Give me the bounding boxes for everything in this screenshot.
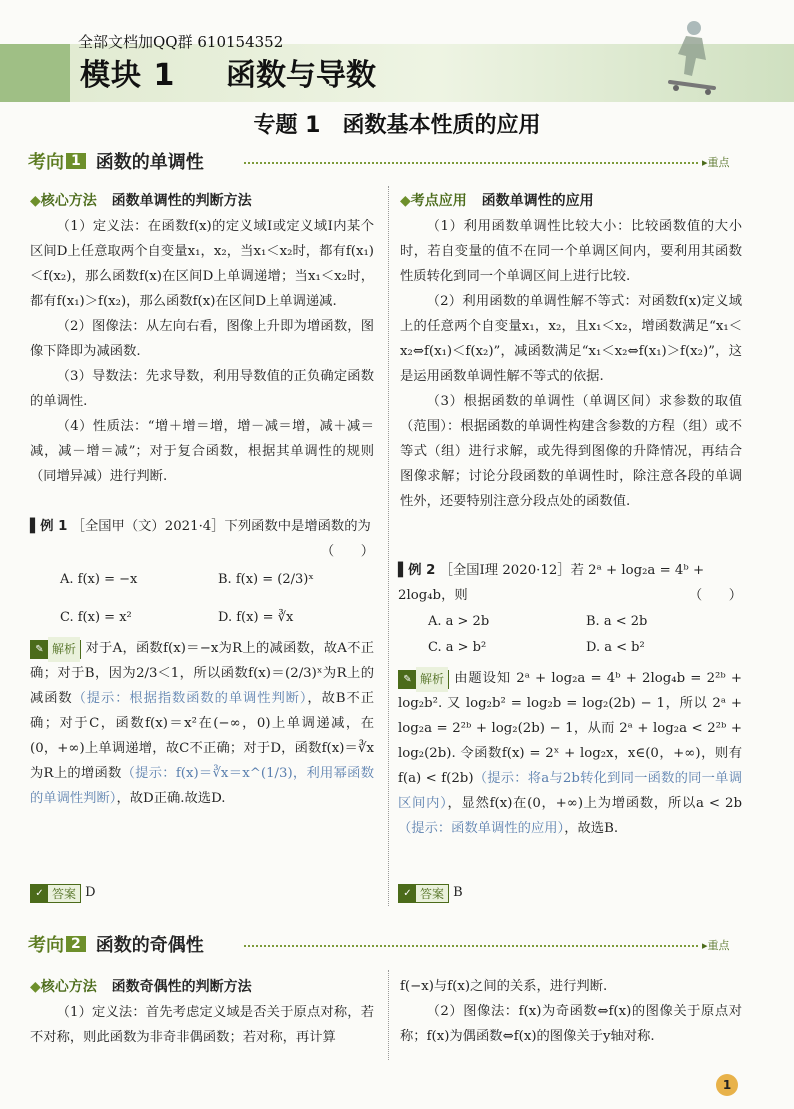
section-kx-label: 考向 <box>28 935 64 956</box>
method2-tag: 核心方法 <box>40 979 97 995</box>
method2-title: 函数奇偶性的判断方法 <box>111 979 252 995</box>
option-b: B. a < 2b <box>586 614 648 629</box>
banner-accent <box>0 44 70 102</box>
solution-text-b: ，显然f(x)在(0，+∞)上为增函数，所以a < 2b <box>447 796 742 811</box>
method-p2: （2）图像法：从左向右看，图像上升即为增函数，图像下降即为减函数. <box>30 319 374 359</box>
pencil-icon: ✎ <box>399 671 416 688</box>
watermark-text: 全部文档加QQ群 610154352 <box>78 33 284 51</box>
example-1 <box>30 514 374 564</box>
module-title: 函数与导数 <box>226 58 376 93</box>
method2-continued <box>400 974 742 1049</box>
answer-badge: ✓ 答案 <box>30 884 81 903</box>
answer-2 <box>398 884 463 903</box>
section-dotted-rule <box>244 162 698 164</box>
solution-hint-2: （提示：函数单调性的应用） <box>398 821 565 836</box>
solution-text-c: ，故选B. <box>564 821 619 836</box>
method-body <box>30 214 374 489</box>
method2-body <box>30 1000 374 1050</box>
example-question: ［全国Ⅰ理 2020·12］若 2ᵃ + log₂a = 4ᵇ + 2log₄b，则 <box>398 563 705 603</box>
solution-text-a: 由题设知 2ᵃ + log₂a = 4ᵇ + 2log₄b = 2²ᵇ + log₂b². 又 log₂b² = log₂b = log₂(2b) − 1，所以 2ᵃ + log₂a = 2²ᵇ + log₂(2b) − 1，从而 2ᵃ + log₂a < 2²ᵇ + log₂(2b). 令函数f(x) = 2ˣ + log₂x，x∈(0，+∞)，则有f(a) < f(2b) <box>398 671 742 786</box>
solution-text-a: 对于A，函数f(x)＝−x为R上的减函数，故A不正确；对于B，因为2/3＜1，所以函数f(x)＝(2/3)ˣ为R上的减函数 <box>30 641 374 706</box>
application-body <box>400 214 742 514</box>
column-divider <box>388 970 389 1060</box>
section-number: 2 <box>66 936 86 952</box>
application-p2: （2）利用函数的单调性解不等式：对函数f(x)定义域上的任意两个自变量x₁，x₂，且x₁＜x₂，增函数满足“x₁＜x₂⇔f(x₁)＜f(x₂)”，减函数满足“x₁＜x₂⇔f(x₁)＞f(x₂)”，这是运用函数单调性解不等式的依据. <box>400 294 742 384</box>
method2-p1: （1）定义法：首先考虑定义域是否关于原点对称，若不对称，则此函数为非奇非偶函数；若对称，再计算 <box>30 1005 374 1045</box>
page-number: 1 <box>716 1074 738 1096</box>
method-p3: （3）导数法：先求导数，利用导数值的正负确定函数的单调性. <box>30 369 374 409</box>
application-p3: （3）根据函数的单调性（单调区间）求参数的取值（范围）：根据函数的单调性构建含参数的方程（组）或不等式（组）进行求解，或先得到图像的升降情况，再结合图像求解；讨论分段函数的单调性时，除注意各段的单调性外，还要特别注意分段点处的函数值. <box>400 394 742 509</box>
section-kx-label: 考向 <box>28 152 64 173</box>
method-p4: （4）性质法：“增＋增＝增，增－减＝增，减＋减＝减，减－增＝减”；对于复合函数，根据其单调性的规则（同增异减）进行判断. <box>30 419 374 484</box>
important-label: 重点 <box>707 156 730 169</box>
solution-1 <box>30 636 374 811</box>
application-p1: （1）利用函数单调性比较大小：比较函数值的大小时，若自变量的值不在同一个单调区间内，要利用其函数性质转化到同一个单调区间上进行比较. <box>400 219 742 284</box>
method-title: 函数单调性的判断方法 <box>111 193 252 209</box>
example-label: ▌例 1 <box>30 519 68 534</box>
solution-hint-1: （提示：根据指数函数的单调性判断） <box>72 691 308 706</box>
application-title: 函数单调性的应用 <box>481 193 594 209</box>
option-d: D. a < b² <box>586 640 645 655</box>
skateboarder-illustration-icon <box>656 16 726 96</box>
option-a: A. a > 2b <box>428 614 490 629</box>
check-icon: ✓ <box>31 885 48 902</box>
answer-1 <box>30 884 96 903</box>
method-p1: （1）定义法：在函数f(x)的定义域I或定义域I内某个区间D上任意取两个自变量x₁，x₂，当x₁＜x₂时，都有f(x₁)＜f(x₂)，那么函数f(x)在区间D上单调递增；当x₁＜x₂时，都有f(x₁)＞f(x₂)，那么函数f(x)在区间D上单调递减. <box>30 219 374 309</box>
method2-continued-text: f(−x)与f(x)之间的关系，进行判断. <box>400 979 608 994</box>
section-heading-parity <box>28 930 204 958</box>
solution-hint-2: （提示：f(x)＝∛x＝x^(1/3)，利用幂函数的单调性判断） <box>30 766 375 806</box>
example-answer-blank: （ ） <box>320 544 374 559</box>
solution-badge: ✎ 解析 <box>30 640 81 659</box>
method2-heading <box>30 976 252 996</box>
topic-title: 专题 1 函数基本性质的应用 <box>253 113 541 138</box>
application-tag: 考点应用 <box>410 193 467 209</box>
solution-2 <box>398 666 742 841</box>
check-icon: ✓ <box>399 885 416 902</box>
example-2 <box>398 558 742 608</box>
answer-badge: ✓ 答案 <box>398 884 449 903</box>
section-dotted-rule <box>244 945 698 947</box>
answer-value: B <box>453 885 463 900</box>
solution-text-c: ，故D正确.故选D. <box>116 791 226 806</box>
example-label: ▌例 2 <box>398 563 436 578</box>
solution-badge: ✎ 解析 <box>398 670 449 689</box>
diamond-icon: ◆ <box>400 193 411 209</box>
answer-value: D <box>85 885 96 900</box>
application-heading <box>400 190 594 210</box>
diamond-icon: ◆ <box>30 979 41 995</box>
option-b: B. f(x) = (2/3)ˣ <box>218 572 314 587</box>
method-tag: 核心方法 <box>40 193 97 209</box>
method-heading <box>30 190 252 210</box>
example-question: ［全国甲（文）2021·4］下列函数中是增函数的为 <box>71 519 371 534</box>
section-heading-monotonicity <box>28 147 204 175</box>
example-answer-blank: （ ） <box>688 588 742 603</box>
module-label: 模块 1 <box>80 58 176 93</box>
method2-p2: （2）图像法：f(x)为奇函数⇔f(x)的图像关于原点对称；f(x)为偶函数⇔f(x)的图像关于y轴对称. <box>400 1004 742 1044</box>
section-number: 1 <box>66 153 86 169</box>
pencil-icon: ✎ <box>31 641 48 658</box>
solution-text-b: ，故B不正确；对于C，函数f(x)＝x²在(−∞，0)上单调递减，在(0，+∞)上单调递增，故C不正确；对于D，函数f(x)＝∛x为R上的增函数 <box>30 691 374 781</box>
important-tag: ▸重点 <box>702 156 730 169</box>
important-label: 重点 <box>707 939 730 952</box>
section-name: 函数的单调性 <box>95 152 204 173</box>
diamond-icon: ◆ <box>30 193 41 209</box>
important-tag: ▸重点 <box>702 939 730 952</box>
option-d: D. f(x) = ∛x <box>218 610 294 625</box>
section-name: 函数的奇偶性 <box>95 935 204 956</box>
option-a: A. f(x) = −x <box>60 572 138 587</box>
solution-hint-1: （提示：将a与2b转化到同一函数的同一单调区间内） <box>398 771 742 811</box>
option-c: C. a > b² <box>428 640 487 655</box>
option-c: C. f(x) = x² <box>60 610 132 625</box>
column-divider <box>388 186 389 906</box>
